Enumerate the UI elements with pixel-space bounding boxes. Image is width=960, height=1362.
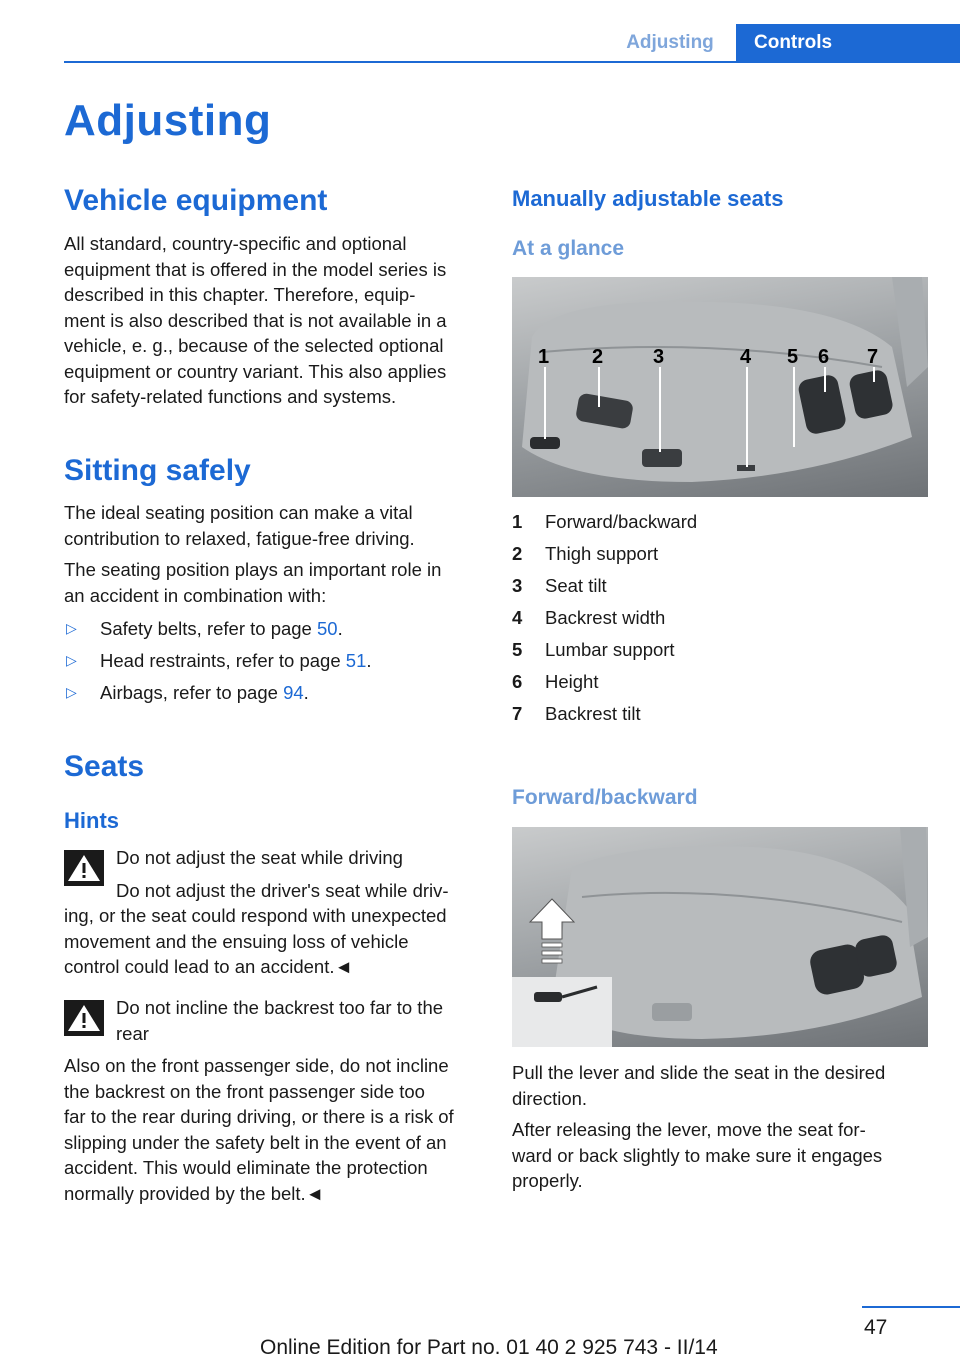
item-number: 2 bbox=[512, 543, 523, 564]
text-line: an accident in combination with: bbox=[64, 584, 327, 606]
footer-rule bbox=[862, 1306, 960, 1308]
bullet-label: Airbags, refer to page bbox=[100, 682, 284, 703]
edition-footer: Online Edition for Part no. 01 40 2 925 743 - II/14 bbox=[260, 1336, 718, 1359]
text-line: After releasing the lever, move the seat for- bbox=[512, 1119, 866, 1140]
list-item bbox=[64, 616, 484, 648]
page-link-50[interactable]: 50 bbox=[317, 618, 338, 639]
bullet-label: Head restraints, refer to page bbox=[100, 650, 346, 671]
text-line: normally provided by the belt.◄ bbox=[64, 1182, 324, 1204]
text-line: The ideal seating position can make a vital bbox=[64, 502, 413, 523]
item-label: Forward/backward bbox=[545, 511, 698, 532]
list-item bbox=[512, 538, 928, 570]
page-number: 47 bbox=[864, 1316, 888, 1339]
text-line: All standard, country-specific and optional bbox=[64, 233, 407, 254]
list-item bbox=[64, 680, 484, 712]
page-link-51[interactable]: 51 bbox=[345, 650, 367, 671]
manual-seats-heading: Manually adjustable seats bbox=[512, 186, 784, 211]
at-a-glance-heading: At a glance bbox=[512, 237, 625, 260]
bullet-text: Head restraints, refer to page 51. bbox=[100, 650, 372, 671]
item-label: Height bbox=[545, 671, 599, 692]
list-item bbox=[512, 506, 928, 538]
item-label: Backrest width bbox=[545, 607, 666, 628]
bullet-text: Safety belts, refer to page 50. bbox=[100, 618, 343, 639]
warning1-title: Do not adjust the seat while driving bbox=[116, 847, 403, 868]
item-label: Backrest tilt bbox=[545, 703, 641, 724]
text-line: for safety-related functions and systems. bbox=[64, 386, 397, 407]
item-number: 6 bbox=[512, 671, 523, 692]
header-rule bbox=[64, 61, 960, 63]
text-line: Pull the lever and slide the seat in the desired bbox=[512, 1062, 886, 1083]
warning2-title bbox=[116, 995, 443, 1046]
text-line: rear bbox=[116, 1022, 149, 1044]
sitting-safely-heading: Sitting safely bbox=[64, 454, 251, 487]
vehicle-equipment-heading: Vehicle equipment bbox=[64, 184, 328, 217]
text-line: movement and the ensuing loss of vehicle bbox=[64, 930, 409, 952]
text-line: equipment that is offered in the model series is bbox=[64, 258, 447, 280]
item-number: 7 bbox=[512, 703, 523, 724]
text-line: ing, or the seat could respond with unexpected bbox=[64, 905, 447, 926]
text-line: described in this chapter. Therefore, equip- bbox=[64, 284, 416, 305]
list-item bbox=[512, 698, 928, 730]
callout-4: 4 bbox=[740, 346, 752, 368]
sitting-safely-bullets bbox=[64, 616, 484, 712]
triangle-bullet-icon: ▷ bbox=[66, 684, 77, 700]
text-line: the backrest on the front passenger side too bbox=[64, 1080, 425, 1102]
seat-controls-list bbox=[512, 506, 928, 730]
text-line: ward or back slightly to make sure it engages bbox=[512, 1144, 883, 1166]
warning2-text bbox=[64, 1053, 484, 1206]
text-line: accident. This would eliminate the protection bbox=[64, 1157, 428, 1178]
forward-backward-image bbox=[512, 827, 928, 1047]
item-number: 1 bbox=[512, 511, 523, 532]
warning1-line: Do not adjust the driver's seat while driv- bbox=[116, 880, 449, 901]
item-label: Thigh support bbox=[545, 543, 659, 564]
callout-3: 3 bbox=[653, 346, 665, 368]
item-number: 3 bbox=[512, 575, 523, 596]
triangle-bullet-icon: ▷ bbox=[66, 652, 77, 668]
text-line: Do not incline the backrest too far to the bbox=[116, 997, 444, 1018]
list-item bbox=[512, 602, 928, 634]
callout-1: 1 bbox=[538, 346, 550, 368]
triangle-bullet-icon: ▷ bbox=[66, 620, 77, 636]
text-line: vehicle, e. g., because of the selected optional bbox=[64, 335, 444, 356]
vehicle-equipment-text bbox=[64, 231, 484, 410]
text-line: equipment or country variant. This also applies bbox=[64, 360, 447, 382]
seat-controls-image bbox=[512, 277, 928, 497]
callout-5: 5 bbox=[787, 346, 799, 368]
page-title: Adjusting bbox=[64, 96, 272, 145]
item-label: Seat tilt bbox=[545, 575, 607, 596]
warning-icon bbox=[64, 1000, 104, 1036]
sitting-safely-p1 bbox=[64, 500, 484, 551]
list-item bbox=[512, 666, 928, 698]
callout-6: 6 bbox=[818, 346, 830, 368]
text-line: contribution to relaxed, fatigue-free driving. bbox=[64, 527, 415, 549]
bullet-text: Airbags, refer to page 94. bbox=[100, 682, 309, 703]
list-item bbox=[512, 634, 928, 666]
seat-illustration bbox=[512, 277, 928, 497]
warning-icon bbox=[64, 850, 104, 886]
text-line: slipping under the safety belt in the event of an bbox=[64, 1131, 447, 1153]
sitting-safely-p2 bbox=[64, 557, 484, 608]
text-line: control could lead to an accident.◄ bbox=[64, 956, 353, 977]
item-number: 5 bbox=[512, 639, 523, 660]
seats-heading: Seats bbox=[64, 750, 145, 783]
text-line: properly. bbox=[512, 1170, 583, 1191]
forward-backward-heading: Forward/backward bbox=[512, 786, 698, 809]
hints-heading: Hints bbox=[64, 808, 119, 833]
text-line: far to the rear during driving, or there is a risk of bbox=[64, 1106, 454, 1127]
callout-2: 2 bbox=[592, 346, 604, 368]
warning1-text bbox=[64, 903, 484, 980]
callout-7: 7 bbox=[867, 346, 879, 368]
item-number: 4 bbox=[512, 607, 523, 628]
seat-illustration bbox=[512, 827, 928, 1047]
text-line: ment is also described that is not available in a bbox=[64, 309, 447, 331]
list-item bbox=[64, 648, 484, 680]
forward-backward-p2 bbox=[512, 1117, 932, 1194]
item-label: Lumbar support bbox=[545, 639, 675, 660]
text-line: The seating position plays an important role in bbox=[64, 559, 442, 580]
header-section-tab: Adjusting bbox=[626, 32, 714, 53]
forward-backward-p1 bbox=[512, 1060, 932, 1111]
list-item bbox=[512, 570, 928, 602]
text-line: direction. bbox=[512, 1087, 588, 1109]
header-chapter-tab: Controls bbox=[736, 24, 960, 62]
page-link-94[interactable]: 94 bbox=[283, 682, 304, 703]
text-line: Also on the front passenger side, do not incline bbox=[64, 1055, 449, 1076]
bullet-label: Safety belts, refer to page bbox=[100, 618, 317, 639]
